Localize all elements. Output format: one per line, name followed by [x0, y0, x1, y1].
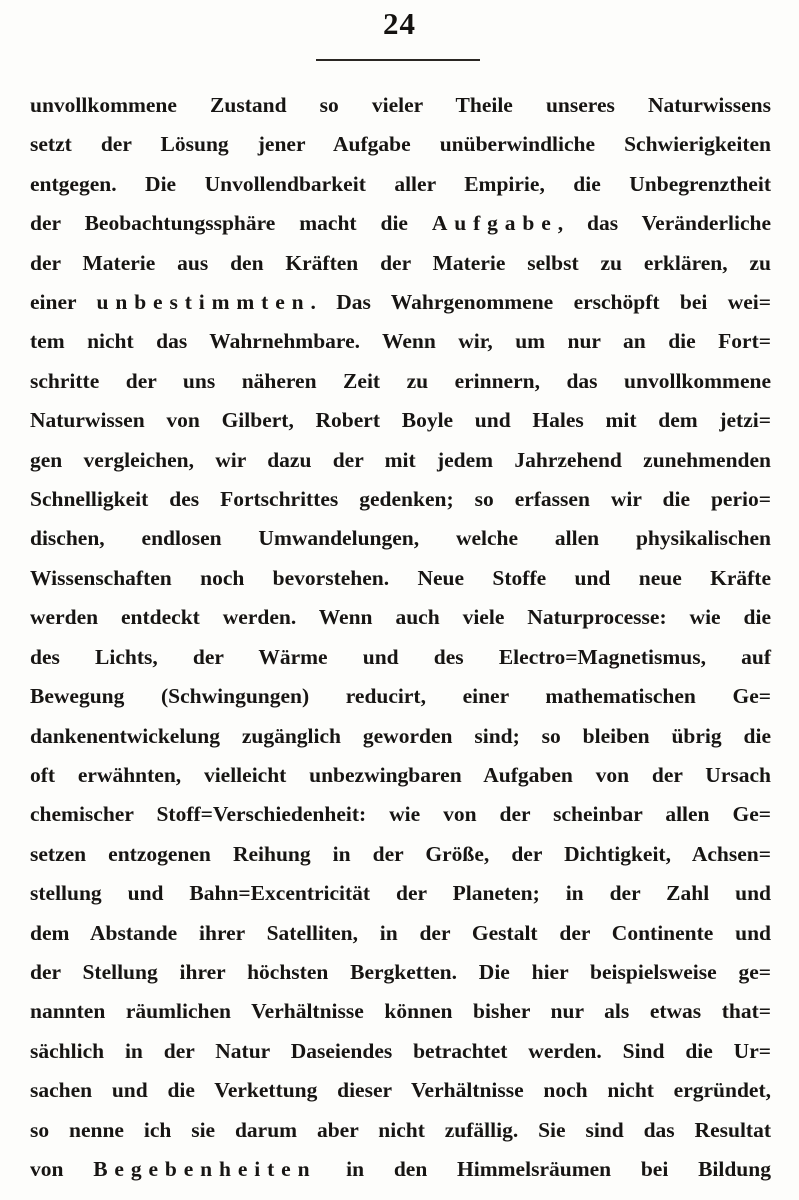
text-line: [30, 677, 771, 716]
text-line: [30, 1150, 771, 1189]
text-line: [30, 441, 771, 480]
text-segment: chemischer Stoff=Verschiedenheit: wie von der scheinbar allen Ge=: [30, 802, 771, 827]
text-segment: Wissenschaften noch bevorstehen. Neue Stoffe und neue Kräfte: [30, 565, 771, 590]
text-segment: sachen und die Verkettung dieser Verhältnisse noch nicht ergründet,: [30, 1078, 771, 1103]
text-line: [30, 638, 771, 677]
text-segment: . Das Wahrgenommene erschöpft bei wei=: [310, 290, 771, 315]
text-segment: setzen entzogenen Reihung in der Größe, der Dichtigkeit, Achsen=: [30, 841, 771, 866]
text-line: [30, 1111, 771, 1150]
text-segment: der Materie aus den Kräften der Materie selbst zu erklären, zu: [30, 250, 771, 275]
text-segment: schritte der uns näheren Zeit zu erinnern, das unvollkommene: [30, 368, 771, 393]
text-line: [30, 480, 771, 519]
text-segment: Schnelligkeit des Fortschrittes gedenken; so erfassen wir die perio=: [30, 487, 771, 512]
text-segment: der Beobachtungssphäre macht die: [30, 211, 432, 236]
text-segment: dankenentwickelung zugänglich geworden sind; so bleiben übrig die: [30, 723, 771, 748]
text-line: [30, 322, 771, 361]
text-segment: so nenne ich sie darum aber nicht zufällig. Sie sind das Resultat: [30, 1117, 771, 1142]
text-segment: stellung und Bahn=Excentricität der Planeten; in der Zahl und: [30, 881, 771, 906]
text-segment: dem Abstande ihrer Satelliten, in der Gestalt der Continente und: [30, 920, 771, 945]
text-segment: unvollkommene Zustand so vieler Theile unseres Naturwissens: [30, 93, 771, 117]
text-line: [30, 914, 771, 953]
text-line: [30, 125, 771, 164]
text-segment: des Lichts, der Wärme und des Electro=Magnetismus, auf: [30, 644, 771, 669]
text-segment: der Stellung ihrer höchsten Bergketten. Die hier beispielsweise ge=: [30, 959, 771, 984]
text-line: [30, 204, 771, 243]
text-line: [30, 165, 771, 204]
text-line: [30, 1071, 771, 1110]
text-segment: nannten räumlichen Verhältnisse können bisher nur als etwas that=: [30, 999, 771, 1024]
text-segment: gen vergleichen, wir dazu der mit jedem Jahrzehend zunehmenden: [30, 447, 771, 472]
text-line: [30, 756, 771, 795]
text-segment: entgegen. Die Unvollendbarkeit aller Empirie, die Unbegrenztheit: [30, 171, 771, 196]
text-segment: in den Himmelsräumen bei Bildung: [316, 1156, 771, 1181]
text-line: [30, 835, 771, 874]
text-line: [30, 559, 771, 598]
text-line: [30, 874, 771, 913]
text-segment: Bewegung (Schwingungen) reducirt, einer mathematischen Ge=: [30, 684, 771, 709]
text-segment: oft erwähnten, vielleicht unbezwingbaren Aufgaben von der Ursach: [30, 762, 771, 787]
text-line: [30, 992, 771, 1031]
text-segment: setzt der Lösung jener Aufgabe unüberwindliche Schwierigkeiten: [30, 132, 771, 157]
text-line: [30, 795, 771, 834]
page-number: 24: [383, 6, 416, 41]
text-segment: von: [30, 1156, 94, 1181]
header-rule-divider: [316, 59, 480, 61]
text-line: [30, 1032, 771, 1071]
letterspaced-word: Aufgabe: [431, 211, 558, 236]
text-segment: Naturwissen von Gilbert, Robert Boyle und Hales mit dem jetzi=: [30, 408, 771, 433]
text-line: [30, 953, 771, 992]
text-line: [30, 86, 771, 125]
text-segment: , das Veränderliche: [557, 211, 771, 236]
text-line: [30, 717, 771, 756]
text-segment: einer: [30, 290, 97, 315]
letterspaced-word: Begebenheiten: [93, 1156, 317, 1181]
text-segment: dischen, endlosen Umwandelungen, welche allen physikalischen: [30, 526, 771, 551]
body-text: [30, 86, 771, 1189]
text-line: [30, 519, 771, 558]
text-line: [30, 598, 771, 637]
text-segment: tem nicht das Wahrnehmbare. Wenn wir, um nur an die Fort=: [30, 329, 771, 354]
text-line: [30, 244, 771, 283]
text-segment: werden entdeckt werden. Wenn auch viele Naturprocesse: wie die: [30, 605, 771, 630]
text-line: [30, 362, 771, 401]
text-line: [30, 401, 771, 440]
text-line: [30, 283, 771, 322]
letterspaced-word: unbestimmten: [96, 290, 311, 315]
text-segment: sächlich in der Natur Daseiendes betrachtet werden. Sind die Ur=: [30, 1038, 771, 1063]
